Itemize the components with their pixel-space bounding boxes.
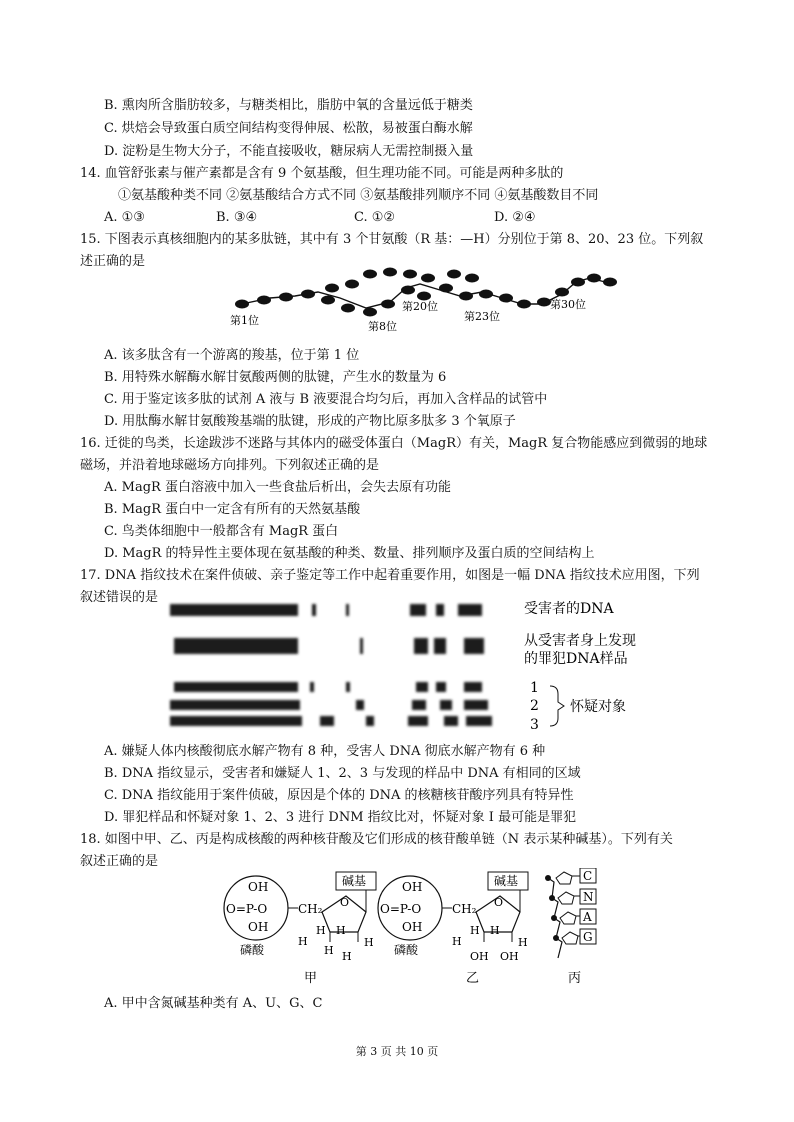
q16-option-c: C. 鸟类体细胞中一般都含有 MagR 蛋白 <box>104 524 339 539</box>
nucleotide-yi <box>378 872 528 986</box>
q14-option-b: B. ③④ <box>216 210 258 225</box>
ch2-yi: CH₂ <box>452 902 477 916</box>
q18-option-a: A. 甲中含氮碱基种类有 A、U、G、C <box>104 996 323 1011</box>
label-bing: 丙 <box>568 971 582 986</box>
q15-option-d: D. 用肽酶水解甘氨酸羧基端的肽键，形成的产物比原多肽多 3 个氧原子 <box>104 414 516 429</box>
h2-jia: H <box>316 924 326 937</box>
label-suspects: 怀疑对象 <box>570 699 626 715</box>
label-suspect-3: 3 <box>530 717 539 733</box>
opo-jia: O=P-O <box>226 902 268 916</box>
q15-option-b: B. 用特殊水解酶水解甘氨酸两侧的肽键，产生水的数量为 6 <box>104 370 447 385</box>
h5-jia: H <box>324 944 334 957</box>
polypeptide-figure <box>220 264 620 336</box>
prev-option-b: B. 熏肉所含脂肪较多，与糖类相比，脂肪中氧的含量远低于糖类 <box>104 98 473 113</box>
page-footer: 第 3 页 共 10 页 <box>355 1045 439 1058</box>
q16-option-a: A. MagR 蛋白溶液中加入一些食盐后析出，会失去原有功能 <box>104 480 451 495</box>
base-a: A <box>583 910 592 924</box>
opo-yi: O=P-O <box>380 902 422 916</box>
nucleotide-chain-bing <box>545 868 596 986</box>
base-n: N <box>583 890 594 904</box>
q14-option-a: A. ①③ <box>104 210 145 225</box>
oh-2-yi: OH <box>470 950 489 963</box>
label-suspect-1: 1 <box>530 680 539 696</box>
h6-jia: H <box>342 950 352 963</box>
label-sample-line2: 的罪犯DNA样品 <box>524 651 628 667</box>
label-pos8: 第8位 <box>368 320 397 333</box>
q17-option-a: A. 嫌疑人体内核酸彻底水解产物有 8 种，受害人 DNA 彻底水解产物有 6 种 <box>104 744 546 759</box>
nucleotide-figure <box>218 868 608 990</box>
prev-option-c: C. 烘焙会导致蛋白质空间结构变得伸展、松散，易被蛋白酶水解 <box>104 121 473 136</box>
h1-jia: H <box>298 935 308 948</box>
base-box-jia: 碱基 <box>342 874 367 888</box>
q16-stem-line1: 16. 迁徙的鸟类，长途跋涉不迷路与其体内的磁受体蛋白（MagR）有关，MagR 复合物能感应到微弱的地球 <box>80 436 708 451</box>
nucleotide-jia <box>224 872 376 986</box>
q16-stem-line2: 磁场，并沿着地球磁场方向排列。下列叙述正确的是 <box>80 458 380 473</box>
phosphate-label-jia: 磷酸 <box>240 943 265 957</box>
q14-option-d: D. ②④ <box>494 210 536 225</box>
label-sample-line1: 从受害者身上发现 <box>524 633 636 649</box>
base-g: G <box>583 930 593 944</box>
bracket <box>550 686 564 726</box>
q18-stem-line2: 叙述正确的是 <box>80 854 159 869</box>
h3-jia: H <box>336 924 346 937</box>
dna-fingerprint-figure <box>160 594 660 738</box>
q14-stem: 14. 血管舒张素与催产素都是含有 9 个氨基酸，但生理功能不同。可能是两种多肽的 <box>80 166 564 181</box>
h2-yi: H <box>470 924 480 937</box>
label-suspect-2: 2 <box>530 698 539 714</box>
oh-bottom-yi: OH <box>402 920 423 934</box>
label-jia: 甲 <box>304 971 318 986</box>
oh-bottom-jia: OH <box>248 920 269 934</box>
q15-stem-line2: 述正确的是 <box>80 254 146 269</box>
q15-stem-line1: 15. 下图表示真核细胞内的某多肽链，其中有 3 个甘氨酸（R 基：—H）分别位于第 8、20、23 位。下列叙 <box>80 232 704 247</box>
h1-yi: H <box>452 935 462 948</box>
q17-option-d: D. 罪犯样品和怀疑对象 1、2、3 进行 DNM 指纹比对，怀疑对象 I 最可能是罪犯 <box>104 810 577 825</box>
q15-option-a: A. 该多肽含有一个游离的羧基，位于第 1 位 <box>104 348 360 363</box>
label-pos30: 第30位 <box>550 298 586 311</box>
q16-option-b: B. MagR 蛋白中一定含有所有的天然氨基酸 <box>104 502 361 517</box>
label-pos20: 第20位 <box>402 300 438 313</box>
gel-bands <box>170 604 492 726</box>
base-c: C <box>583 869 593 883</box>
base-box-yi: 碱基 <box>494 874 519 888</box>
oh-top-yi: OH <box>402 880 423 894</box>
q14-option-c: C. ①② <box>354 210 396 225</box>
h3-yi: H <box>490 924 500 937</box>
q17-option-c: C. DNA 指纹能用于案件侦破，原因是个体的 DNA 的核糖核苷酸序列具有特异性 <box>104 788 574 803</box>
q14-items: ①氨基酸种类不同 ②氨基酸结合方式不同 ③氨基酸排列顺序不同 ④氨基酸数目不同 <box>118 188 599 203</box>
label-yi: 乙 <box>466 971 480 986</box>
oh-3-yi: OH <box>500 950 519 963</box>
q17-stem-line2: 叙述错误的是 <box>80 590 159 605</box>
q15-option-c: C. 用于鉴定该多肽的试剂 A 液与 B 液要混合均匀后，再加入含样品的试管中 <box>104 392 548 407</box>
q16-option-d: D. MagR 的特异性主要体现在氨基酸的种类、数量、排列顺序及蛋白质的空间结构上 <box>104 546 595 561</box>
label-victim-dna: 受害者的DNA <box>524 601 614 617</box>
ring-o-jia: O <box>340 896 350 909</box>
ch2-jia: CH₂ <box>298 902 323 916</box>
label-pos1: 第1位 <box>230 314 259 327</box>
q18-stem-line1: 18. 如图中甲、乙、丙是构成核酸的两种核苷酸及它们形成的核苷酸单链（N 表示某种碱基）。下列有关 <box>80 832 673 847</box>
h4-jia: H <box>364 936 374 949</box>
q17-stem-line1: 17. DNA 指纹技术在案件侦破、亲子鉴定等工作中起着重要作用，如图是一幅 DNA 指纹技术应用图，下列 <box>80 568 700 583</box>
oh-top-jia: OH <box>248 880 269 894</box>
label-pos23: 第23位 <box>464 310 500 323</box>
q17-option-b: B. DNA 指纹显示，受害者和嫌疑人 1、2、3 与发现的样品中 DNA 有相同的区域 <box>104 766 581 781</box>
ring-o-yi: O <box>494 896 504 909</box>
prev-option-d: D. 淀粉是生物大分子，不能直接吸收，糖尿病人无需控制摄入量 <box>104 144 474 159</box>
h4-yi: H <box>518 936 528 949</box>
phosphate-label-yi: 磷酸 <box>394 943 419 957</box>
